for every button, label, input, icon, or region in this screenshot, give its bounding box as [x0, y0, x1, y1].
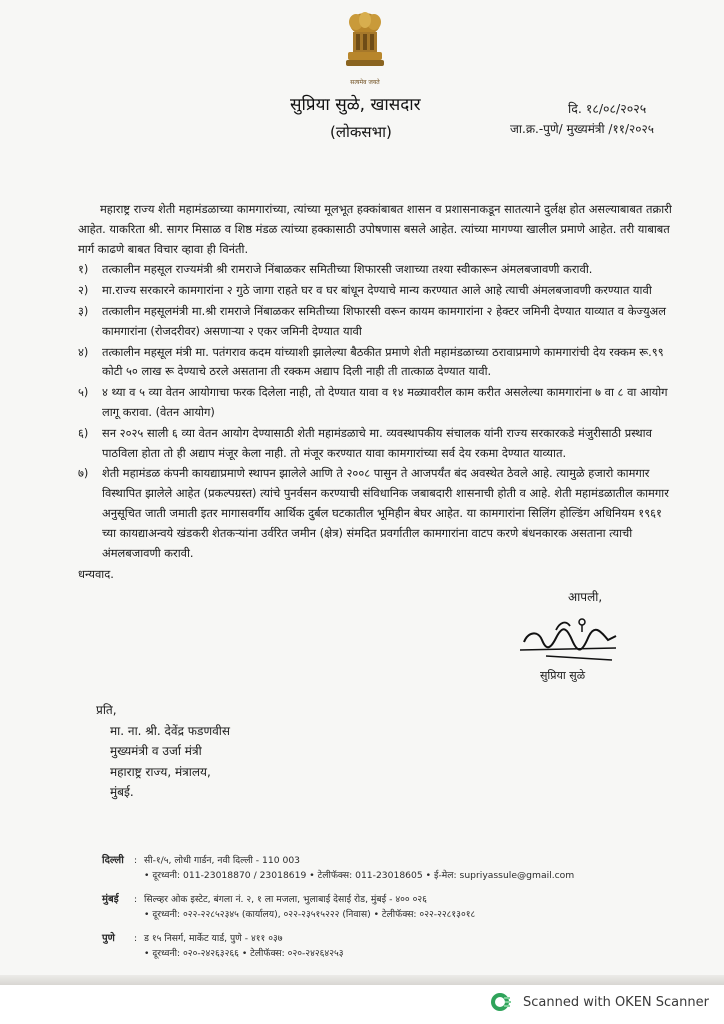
addressee-line: मुख्यमंत्री व उर्जा मंत्री	[110, 744, 202, 758]
demand-item	[78, 302, 678, 342]
item-number: २)	[78, 283, 89, 298]
addressee-line: महाराष्ट्र राज्य, मंत्रालय,	[110, 764, 211, 779]
item-number: ७)	[78, 466, 89, 481]
addressee-line: मुंबई.	[110, 785, 134, 799]
addressee-line: मा. ना. श्री. देवेंद्र फडणवीस	[110, 723, 231, 738]
reference-number: जा.क्र.-पुणे/ मुख्यमंत्री /११/२०२५	[510, 122, 654, 136]
letterhead-footer	[102, 853, 574, 970]
scanner-label: Scanned with OKEN Scanner	[523, 994, 709, 1010]
closing-salutation: आपली,	[568, 590, 603, 604]
demand-item	[78, 383, 678, 423]
national-emblem-icon	[342, 10, 388, 70]
demand-item	[78, 464, 678, 563]
letter-body	[78, 200, 678, 585]
handwritten-signature	[516, 612, 626, 667]
item-text: तत्कालीन महसूल राज्यमंत्री श्री रामराजे निंबाळकर समितीच्या शिफारसी जशाच्या तश्या स्वीकारून अंमलबजावणी करावी.	[102, 262, 593, 277]
office-delhi: दिल्ली : सी-१/५, लोधी गार्डन, नवी दिल्ली - 110 003 • दूरध्वनी: 011-23018870 / 23018619 • टेलीफॅक्स: 011-23018605 • ई-मेल: supriyassule@gmail.com	[102, 855, 575, 881]
item-number: ४)	[78, 344, 89, 359]
item-text: तत्कालीन महसूल मंत्री मा. पतंगराव कदम यांच्याशी झालेल्या बैठकीत प्रमाणे शेती महामंडळाच्या ठरावाप्रमाणे कामगारांची देय रक्कम रू.९९ कोटी ५० लाख रू देण्याचे ठरले असताना ती रक्कम अद्याप दिली नाही ती तात्काळ देण्यात यावी.	[102, 344, 664, 379]
item-number: ३)	[78, 303, 89, 318]
office-city: पुणे	[102, 933, 115, 944]
office-contact: • दूरध्वनी: 011-23018870 / 23018619 • टेलीफॅक्स: 011-23018605 • ई-मेल: supriyassule@gmail.com	[144, 870, 575, 881]
office-contact: • दूरध्वनी: ०२२-२२८५२३४५ (कार्यालय), ०२२-२३५१५२२२ (निवास) • टेलीफॅक्स: ०२२-२२८१३०१८	[144, 909, 476, 920]
office-pune: पुणे : ड १५ निसर्ग, मार्केट यार्ड, पुणे - ४११ ०३७ • दूरध्वनी: ०२०-२४२६३२६६ • टेलीफॅक्स: ०२०-२४२६४२५३	[102, 931, 574, 961]
page-edge-shadow	[0, 975, 724, 985]
sender-house: (लोकसभा)	[330, 123, 392, 141]
scanner-watermark	[491, 992, 709, 1012]
office-city: दिल्ली	[102, 855, 124, 866]
item-text: ४ थ्या व ५ व्या वेतन आयोगाचा फरक दिलेला नाही, तो देण्यात यावा व १४ मळ्यावरील काम करीत असलेल्या कामगारांना ७ वा ८ वा आयोग लागू करावा. (वेतन आयोग)	[102, 385, 668, 419]
item-number: ६)	[78, 425, 89, 440]
item-text: शेती महामंडळ कंपनी कायद्याप्रमाणे स्थापन झालेले आणि ते २००८ पासुन ते आजपर्यंत बंद अवस्थेत ठेवले आहे. त्यामुळे हजारो कामगार विस्थापित झालेले आहेत (प्रकल्पग्रस्त) त्यांचे पुनर्वसन करण्याची संविधानिक जबाबदारी शासनाची होती व आहे. शेती महामंडळातील कामगार अनुसूचित जाती जमाती इतर मागासवर्गीय आर्थिक दुर्बल घटकातील भूमिहीन बेघर आहेत. या कामगारांना सिलिंग होल्डिंग अधिनियम १९६१ च्या कायद्याअन्वये खंडकरी शेतकऱ्यांना उर्वरित जमीन (क्षेत्र) संमदित प्रवर्गातील कामगारांना वाटप करणे बंधनकारक असताना त्याची अंमलबजावणी करावी.	[102, 466, 669, 560]
item-text: मा.राज्य सरकारने कामगारांना २ गुठे जागा राहते घर व घर बांधून देण्याचे मान्य करण्यात आले आहे त्याची अंमलबजावणी करण्यात यावी	[102, 283, 652, 298]
office-address: सी-१/५, लोधी गार्डन, नवी दिल्ली - 110 003	[144, 855, 301, 866]
office-mumbai: मुंबई : सिल्व्हर ओक इस्टेट, बंगला नं. २, १ ला मजला, भुलाबाई देसाई रोड, मुंबई - ४०० ०२६ • दूरध्वनी: ०२२-२२८५२३४५ (कार्यालय), ०२२-२३५१५२२२ (निवास) • टेलीफॅक्स: ०२२-२२८१३०१८	[102, 892, 574, 922]
demand-item	[78, 260, 678, 280]
addressee-prefix: प्रति,	[96, 703, 117, 717]
office-city: मुंबई	[102, 894, 119, 905]
office-address: ड १५ निसर्ग, मार्केट यार्ड, पुणे - ४११ ०३७	[144, 933, 283, 944]
emblem-motto: सत्यमेव जयते	[350, 79, 380, 86]
office-address: सिल्व्हर ओक इस्टेट, बंगला नं. २, १ ला मजला, भुलाबाई देसाई रोड, मुंबई - ४०० ०२६	[144, 894, 427, 905]
item-number: ५)	[78, 385, 89, 400]
intro-paragraph: महाराष्ट्र राज्य शेती महामंडळाच्या कामगारांच्या, त्यांच्या मूलभूत हक्कांबाबत शासन व प्रशासनाकडून सातत्याने दुर्लक्ष होत असल्याबाबत तक्रारी आहेत. याकरिता श्री. सागर मिसाळ व शिष्ठ मंडळ त्यांच्या हक्कासाठी उपोषणास बसले आहेत. त्यांच्या मागण्या खालील प्रमाणे आहेत. तरी याबाबत मार्ग काढणे बाबत विचार व्हावा ही विनंती.	[78, 202, 672, 256]
item-text: सन २०२५ साली ६ व्या वेतन आयोग देण्यासाठी शेती महामंडळाचे मा. व्यवस्थापकीय संचालक यांनी राज्य सरकारकडे मंजुरीसाठी प्रस्थाव पाठविला होता तो ही अद्याप मंजूर केला नाही. तो मंजूर करण्यात यावा कामगारांच्या सर्व देय रकमा देण्यात याव्यात.	[102, 425, 652, 460]
demand-item	[78, 281, 678, 301]
demand-item	[78, 424, 678, 464]
item-number: १)	[78, 262, 89, 277]
signer-name: सुप्रिया सुळे	[540, 669, 586, 682]
oken-scanner-logo-icon	[491, 992, 511, 1012]
sender-name-title: सुप्रिया सुळे, खासदार	[290, 95, 421, 115]
demand-item	[78, 343, 678, 383]
addressee-block	[96, 700, 230, 803]
letter-date: दि. १८/०८/२०२५	[568, 101, 647, 116]
thanks-text: धन्यवाद.	[78, 567, 114, 582]
item-text: तत्कालीन महसूलमंत्री मा.श्री रामराजे निंबाळकर समितीच्या शिफारसी वरून कायम कामगारांना २ हेक्टर जमिनी देण्यात याव्यात व केज्युअल कामगारांना (रोजदरीवर) असणाऱ्या २ एकर जमिनी देण्यात यावी	[102, 303, 666, 338]
office-contact: • दूरध्वनी: ०२०-२४२६३२६६ • टेलीफॅक्स: ०२०-२४२६४२५३	[144, 948, 344, 959]
